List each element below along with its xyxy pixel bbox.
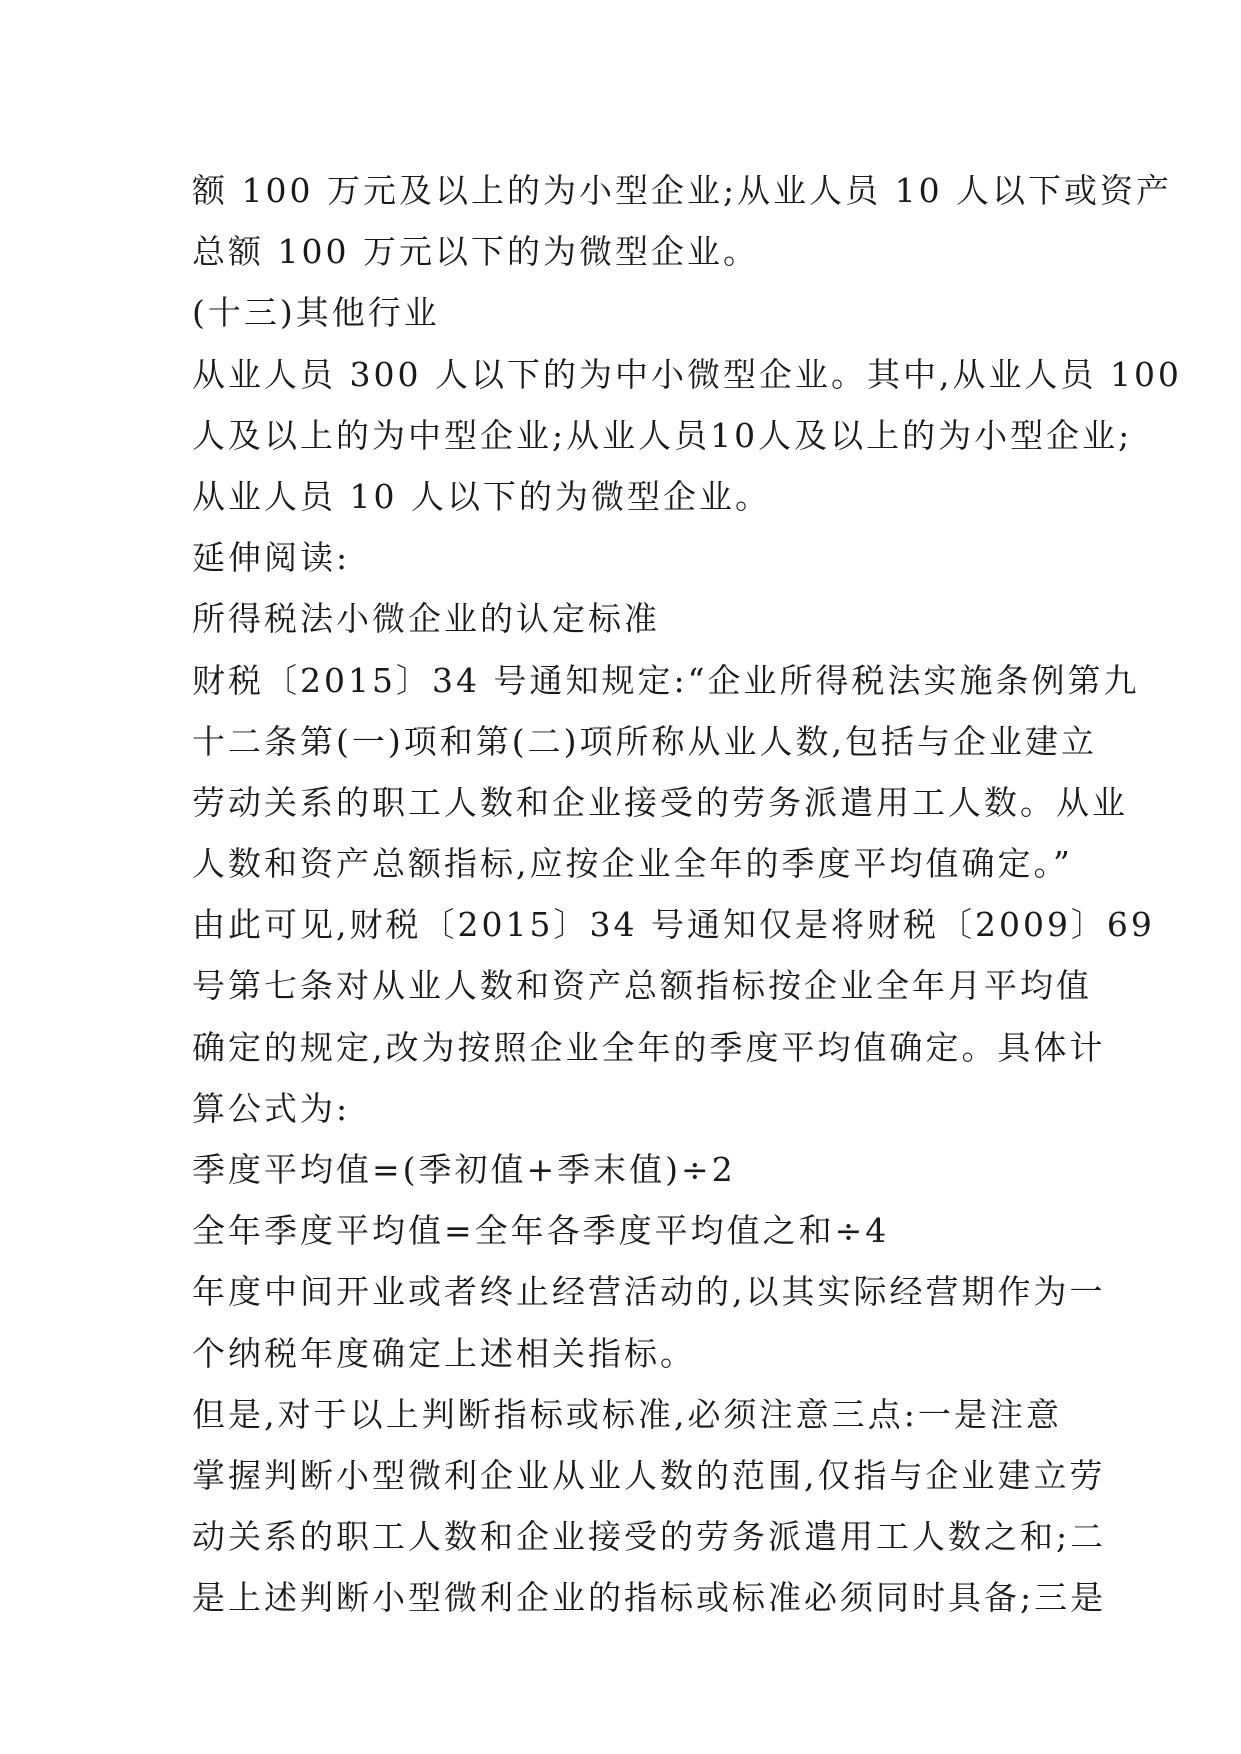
text-line: 十二条第(一)项和第(二)项所称从业人数,包括与企业建立 bbox=[192, 721, 1097, 761]
text-line: 从业人员 10 人以下的为微型企业。 bbox=[192, 476, 771, 516]
text-line: 总额 100 万元以下的为微型企业。 bbox=[192, 232, 759, 272]
text-line: 个纳税年度确定上述相关指标。 bbox=[192, 1333, 696, 1373]
text-line: 延伸阅读: bbox=[192, 538, 351, 578]
text-line: 全年季度平均值=全年各季度平均值之和÷4 bbox=[192, 1211, 890, 1251]
text-line: 人数和资产总额指标,应按企业全年的季度平均值确定。” bbox=[192, 844, 1073, 884]
text-line: 所得税法小微企业的认定标准 bbox=[192, 599, 660, 639]
text-line: 掌握判断小型微利企业从业人数的范围,仅指与企业建立劳 bbox=[192, 1455, 1106, 1495]
text-line: 由此可见,财税〔2015〕34 号通知仅是将财税〔2009〕69 bbox=[192, 905, 1155, 945]
text-line: 人及以上的为中型企业;从业人员10人及以上的为小型企业; bbox=[192, 415, 1133, 455]
text-line: 劳动关系的职工人数和企业接受的劳务派遣用工人数。从业 bbox=[192, 782, 1128, 822]
text-line: 季度平均值=(季初值+季末值)÷2 bbox=[192, 1150, 736, 1189]
text-line: 动关系的职工人数和企业接受的劳务派遣用工人数之和;二 bbox=[192, 1517, 1107, 1557]
body-text bbox=[192, 160, 1182, 1629]
text-line: 从业人员 300 人以下的为中小微型企业。其中,从业人员 100 bbox=[192, 354, 1182, 394]
text-line: 号第七条对从业人数和资产总额指标按企业全年月平均值 bbox=[192, 966, 1092, 1006]
text-line: 算公式为: bbox=[192, 1088, 351, 1128]
text-line: (十三)其他行业 bbox=[192, 293, 440, 333]
text-line: 财税〔2015〕34 号通知规定:“企业所得税法实施条例第九 bbox=[192, 660, 1140, 700]
text-line: 是上述判断小型微利企业的指标或标准必须同时具备;三是 bbox=[192, 1578, 1107, 1618]
text-line: 但是,对于以上判断指标或标准,必须注意三点:一是注意 bbox=[192, 1394, 1062, 1434]
text-line: 年度中间开业或者终止经营活动的,以其实际经营期作为一 bbox=[192, 1272, 1106, 1312]
text-line: 确定的规定,改为按照企业全年的季度平均值确定。具体计 bbox=[192, 1027, 1106, 1067]
text-line: 额 100 万元及以上的为小型企业;从业人员 10 人以下或资产 bbox=[192, 171, 1173, 210]
